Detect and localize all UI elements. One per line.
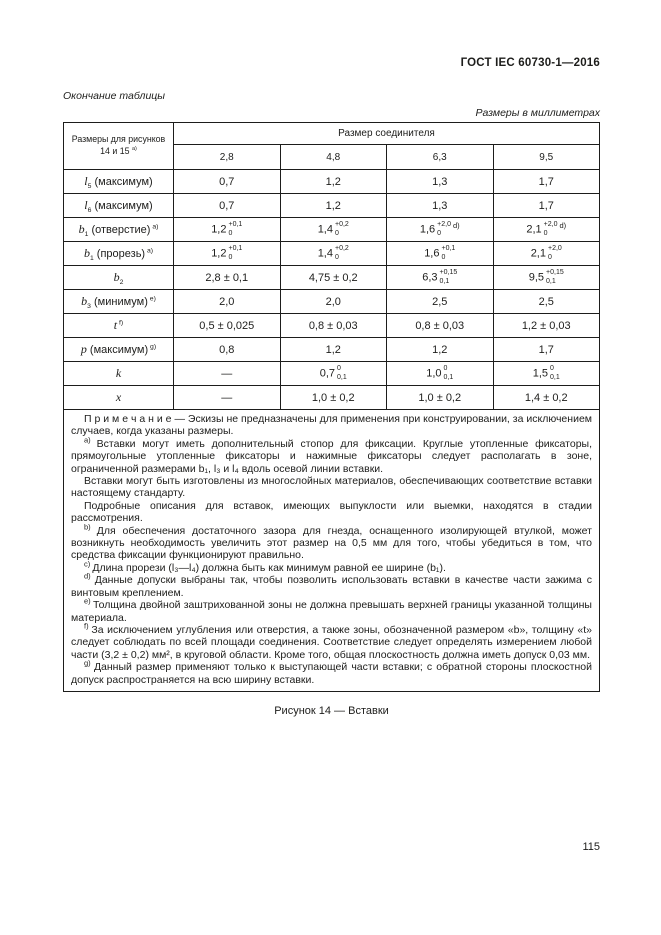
tolerance-lower: 0,1	[550, 373, 560, 381]
value-cell	[280, 314, 387, 338]
note-paragraph: $^{d)}$ Данные допуски выбраны так, чтобы позволить использовать вставки в качестве части зажима с винтовым креплением.	[71, 571, 592, 599]
value: 2,0	[219, 295, 235, 308]
tolerance-stack	[335, 245, 349, 262]
tolerance-lower: 0	[441, 253, 446, 261]
dimension-symbol-subscript: 3	[87, 303, 91, 311]
value-cell	[493, 266, 600, 290]
footnote-mark: c)	[84, 559, 93, 569]
row-label: $b_1$ (прорезь) $^{а)}$	[64, 242, 174, 266]
value: —	[221, 391, 233, 404]
value-cell	[387, 386, 494, 410]
row-label: p (максимум) $^{g)}$	[64, 338, 174, 362]
footnote-mark: е)	[84, 596, 94, 606]
value: 2,1	[526, 223, 542, 236]
value-cell	[387, 290, 494, 314]
value: 1,2	[211, 247, 227, 260]
tolerance-stack	[437, 221, 451, 238]
tolerance-lower: 0	[334, 253, 339, 261]
value: 2,0	[325, 295, 341, 308]
value-cell	[280, 194, 387, 218]
note-paragraph: $^{f)}$ За исключением углубления или отверстия, а также зоны, обозначенной размером «b», толщину «t» следует соблюдать по всей площади соединения. Соответствие следует определять измерением любой части (3,2 ± 0,2) мм², в круговой области. Кроме того, общая плоскостность должна иметь допуск 0,03 мм.	[71, 621, 592, 661]
value-cell	[174, 386, 281, 410]
footnote-mark: f)	[84, 621, 92, 631]
value: 1,7	[538, 175, 554, 188]
value-cell	[493, 338, 600, 362]
value: 1,4	[317, 247, 333, 260]
value-cell	[174, 218, 281, 242]
notes-cell	[64, 410, 600, 692]
row-label: $l_5$ (максимум)	[64, 170, 174, 194]
table-row	[64, 194, 600, 218]
value-cell	[280, 242, 387, 266]
table-continuation-label: Окончание таблицы	[63, 90, 166, 102]
value-cell	[174, 242, 281, 266]
tolerance-lower: 0,1	[337, 373, 347, 381]
footnote-mark: d)	[84, 571, 95, 581]
tolerance-stack	[544, 221, 558, 238]
value-cell	[493, 194, 600, 218]
value-cell	[174, 362, 281, 386]
table-row	[64, 362, 600, 386]
tolerance-upper: +0,1	[228, 221, 243, 229]
value: —	[221, 367, 233, 380]
corner-header-footnote-mark: а)	[131, 146, 137, 153]
tolerance-upper: +0,2	[334, 221, 349, 229]
value-cell	[387, 218, 494, 242]
value: 1,0	[426, 367, 442, 380]
value: 1,2	[325, 199, 341, 212]
document-header: ГОСТ IEC 60730-1—2016	[460, 57, 600, 69]
value-cell	[387, 362, 494, 386]
table-body	[64, 170, 600, 410]
tolerance-lower: 0,1	[443, 373, 454, 381]
footnote-mark: d)	[559, 220, 567, 230]
value: 6,3	[422, 271, 438, 284]
value-cell	[387, 314, 494, 338]
tolerance-stack	[444, 365, 454, 382]
value-cell	[493, 314, 600, 338]
value: 1,2	[211, 223, 227, 236]
value-cell	[387, 266, 494, 290]
dimension-symbol-subscript: 2	[119, 279, 124, 287]
value-cell	[280, 218, 387, 242]
value-cell	[280, 338, 387, 362]
tolerance-stack	[550, 365, 560, 382]
tolerance-lower: 0	[543, 229, 548, 237]
corner-header-line1: Размеры для рисунков	[71, 134, 166, 145]
tolerance-stack	[337, 365, 347, 382]
footnote-mark: d)	[452, 220, 460, 230]
tolerance-stack	[441, 245, 455, 262]
dimension-symbol: l	[84, 198, 88, 212]
dimension-symbol-subscript: 5	[87, 183, 92, 191]
tolerance-stack	[546, 269, 564, 286]
dimension-symbol: t	[113, 318, 118, 332]
value-cell	[174, 290, 281, 314]
tolerance-upper: +0,15	[546, 269, 564, 277]
note-paragraph: $^{c)}$ Длина прорези (l₃—l₄) должна быть как минимум равной ее ширине (b₁).	[84, 559, 446, 574]
tolerance-upper: +0,1	[228, 245, 243, 253]
value: 1,4 ± 0,2	[524, 391, 568, 404]
value-cell	[387, 194, 494, 218]
row-label	[64, 314, 174, 338]
value-cell	[493, 170, 600, 194]
tolerance-upper: 0	[337, 365, 341, 373]
row-label	[64, 386, 174, 410]
dimension-symbol-subscript: 1	[84, 231, 89, 239]
dimension-symbol: l	[84, 174, 88, 188]
value-cell	[387, 170, 494, 194]
tolerance-stack	[228, 221, 242, 238]
tolerance-stack	[548, 245, 562, 262]
dimension-symbol: p	[80, 342, 87, 356]
value: 0,8	[219, 343, 235, 356]
tolerance-stack	[335, 221, 349, 238]
value-cell	[493, 386, 600, 410]
figure-caption: Рисунок 14 — Вставки	[274, 704, 389, 717]
tolerance-upper: +0,2	[334, 245, 349, 253]
value: 2,1	[530, 247, 546, 260]
corner-header-line2: 14 и 15	[100, 146, 130, 156]
tolerance-lower: 0	[334, 229, 339, 237]
tolerance-upper: +2,0	[543, 221, 558, 229]
value: 1,0 ± 0,2	[311, 391, 355, 404]
tolerance-stack	[228, 245, 242, 262]
table-notes-section	[64, 410, 600, 692]
value: 0,8 ± 0,03	[308, 319, 358, 332]
tolerance-lower: 0	[228, 253, 233, 261]
value: 1,0 ± 0,2	[418, 391, 462, 404]
group-header-cell: Размер соединителя	[174, 123, 600, 145]
footnote-mark: а)	[150, 223, 159, 231]
table-row	[64, 290, 600, 314]
value-cell	[280, 290, 387, 314]
dimension-symbol: b	[78, 222, 85, 236]
value-cell	[174, 194, 281, 218]
tolerance-lower: 0	[228, 229, 233, 237]
value: 1,6	[424, 247, 440, 260]
value: 1,6	[419, 223, 436, 236]
value: 1,3	[432, 199, 448, 212]
column-header-2-8: 2,8	[174, 145, 281, 170]
value: 1,7	[538, 199, 554, 212]
column-header-4-8: 4,8	[280, 145, 387, 170]
note-paragraph: $^{g)}$ Данный размер применяют только к выступающей части вставки; с обратной стороны плоскостной допуск распространяется на всю ширину вставки.	[71, 658, 592, 686]
value-cell	[280, 170, 387, 194]
table-row	[64, 170, 600, 194]
tolerance-upper: 0	[443, 365, 448, 373]
table-row	[64, 242, 600, 266]
tolerance-stack	[440, 269, 458, 286]
dimension-symbol: x	[115, 390, 122, 404]
note-paragraph: $^{е)}$ Толщина двойной заштрихованной зоны не должна превышать верхней границы указанной толщины материала.	[71, 596, 592, 624]
note-paragraph: П р и м е ч а н и е — Эскизы не предназначены для применения при конструировании, за исключением случаев, когда указаны размеры.	[71, 413, 592, 438]
table-row	[64, 314, 600, 338]
value-cell	[493, 362, 600, 386]
dimension-symbol-subscript: 1	[89, 255, 94, 263]
row-label: $b_3$ (минимум) $^{е)}$	[64, 290, 174, 314]
tolerance-upper: +2,0	[547, 245, 562, 253]
table-row	[64, 338, 600, 362]
value: 0,7	[319, 367, 336, 380]
footnote-mark: а)	[145, 247, 154, 255]
table-row	[64, 218, 600, 242]
tolerance-upper: +0,15	[439, 269, 458, 277]
value: 0,5 ± 0,025	[199, 319, 255, 332]
tolerance-upper: 0	[550, 365, 554, 373]
value-cell	[174, 338, 281, 362]
value: 2,8 ± 0,1	[205, 271, 249, 284]
table-header	[64, 123, 600, 170]
value-cell	[493, 242, 600, 266]
connector-dimensions-table	[63, 122, 600, 692]
value: 1,2 ± 0,03	[521, 319, 571, 332]
row-label	[64, 362, 174, 386]
row-label: $b_1$ (отверстие) $^{а)}$	[64, 218, 174, 242]
value-cell	[387, 242, 494, 266]
value: 9,5	[528, 271, 545, 284]
note-paragraph: $^{а)}$ Вставки могут иметь дополнительный стопор для фиксации. Круглые утопленные фиксаторы, прямоугольные утопленные фиксаторы и нажимные фиксаторы следует располагать в зоне, ограниченной размерами b₁, l₃ и l₄ вдоль осевой линии вставки.	[71, 435, 592, 475]
value-cell	[280, 362, 387, 386]
dimension-symbol: b	[81, 294, 88, 308]
value-cell	[174, 266, 281, 290]
corner-header-cell	[64, 123, 174, 170]
value-cell	[493, 218, 600, 242]
row-label	[64, 266, 174, 290]
footnote-mark: f)	[117, 319, 124, 327]
value: 1,2	[432, 343, 448, 356]
tolerance-lower: 0,1	[439, 277, 450, 285]
tolerance-upper: +0,1	[441, 245, 456, 253]
footnote-mark: а)	[84, 435, 97, 445]
table-row	[64, 266, 600, 290]
units-label: Размеры в миллиметрах	[475, 107, 600, 119]
value-cell	[493, 290, 600, 314]
value: 1,5	[532, 367, 549, 380]
value: 0,7	[219, 199, 235, 212]
row-label: $l_6$ (максимум)	[64, 194, 174, 218]
tolerance-lower: 0,1	[546, 277, 556, 285]
page-number: 115	[582, 841, 600, 853]
dimension-symbol: k	[115, 366, 122, 380]
column-header-9-5: 9,5	[493, 145, 600, 170]
value: 0,8 ± 0,03	[415, 319, 465, 332]
value-cell	[174, 170, 281, 194]
table-row	[64, 386, 600, 410]
value: 1,3	[432, 175, 448, 188]
note-paragraph: $^{b)}$ Для обеспечения достаточного зазора для гнезда, оснащенного изолирующей втулкой, может возникнуть необходимость увеличить этот размер на 0,5 мм для того, чтобы убедиться в том, что средства фиксации функционируют правильно.	[71, 522, 592, 562]
value-cell	[174, 314, 281, 338]
value: 0,7	[219, 175, 235, 188]
value: 1,7	[538, 343, 554, 356]
tolerance-lower: 0	[547, 253, 552, 261]
dimension-symbol-subscript: 6	[87, 207, 92, 215]
value-cell	[387, 338, 494, 362]
column-header-6-3: 6,3	[387, 145, 494, 170]
value: 4,75 ± 0,2	[308, 271, 358, 284]
footnote-mark: g)	[148, 343, 157, 351]
tolerance-upper: +2,0	[437, 221, 451, 229]
value-cell	[280, 266, 387, 290]
value: 2,5	[538, 295, 554, 308]
value: 1,4	[317, 223, 333, 236]
tolerance-lower: 0	[437, 229, 442, 237]
group-header-row	[64, 123, 600, 145]
value: 1,2	[325, 343, 341, 356]
footnote-mark: g)	[84, 658, 94, 668]
notes-row	[64, 410, 600, 692]
note-paragraph: Подробные описания для вставок, имеющих выпуклости или выемки, находятся в стадии рассмотрения.	[71, 499, 592, 525]
value: 1,2	[325, 175, 341, 188]
note-paragraph: Вставки могут быть изготовлены из многослойных материалов, обеспечивающих соответствие вставки настоящему стандарту.	[71, 475, 592, 500]
value: 2,5	[432, 295, 448, 308]
dimension-symbol: b	[83, 246, 90, 260]
dimension-symbol: b	[113, 270, 120, 284]
footnote-mark: b)	[84, 522, 97, 532]
footnote-mark: е)	[147, 295, 156, 303]
value-cell	[280, 386, 387, 410]
